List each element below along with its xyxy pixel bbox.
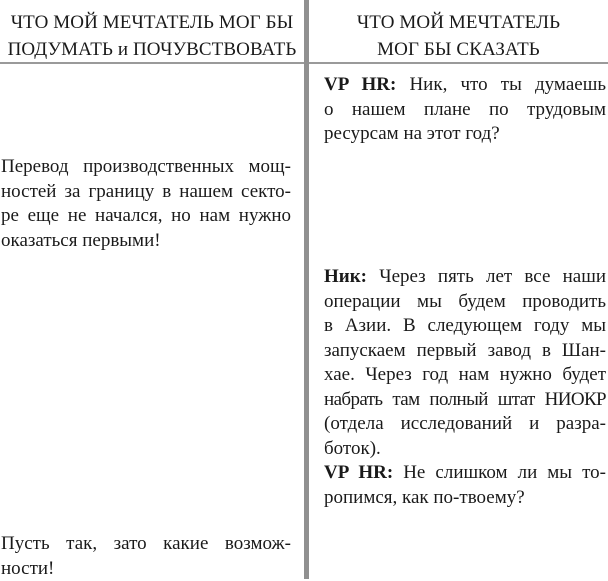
speaker-label: VP HR: xyxy=(324,74,396,95)
left-thought-paragraph xyxy=(1,155,291,253)
text-line: хае. Через год нам нужно будет xyxy=(324,363,606,388)
text-line: в Азии. В следующем году мы xyxy=(324,314,606,339)
text-line: ностей за границу в нашем секто- xyxy=(1,180,291,205)
text-line: запускаем первый завод в Шан- xyxy=(324,339,606,364)
text-line: VP HR: Ник, что ты думаешь xyxy=(324,73,606,98)
column-divider xyxy=(304,0,309,579)
left-thought-paragraph xyxy=(1,532,291,581)
text-line: ропимся, как по-твоему? xyxy=(324,486,606,511)
right-column-header xyxy=(309,9,608,63)
left-column-header xyxy=(0,9,304,63)
dialogue-paragraph xyxy=(324,461,606,510)
text-line: Пусть так, зато какие возмож- xyxy=(1,532,291,557)
text-line: о нашем плане по трудовым xyxy=(324,98,606,123)
speaker-label: VP HR: xyxy=(324,462,393,483)
header-line: ЧТО МОЙ МЕЧТАТЕЛЬ xyxy=(309,9,608,36)
header-line: ЧТО МОЙ МЕЧТАТЕЛЬ МОГ БЫ xyxy=(0,9,304,36)
text-line: Ник: Через пять лет все наши xyxy=(324,265,606,290)
dialogue-paragraph xyxy=(324,265,606,461)
text-line: ности! xyxy=(1,557,291,581)
text-line: боток). xyxy=(324,437,606,462)
text-line: операции мы будем проводить xyxy=(324,290,606,315)
dialogue-paragraph xyxy=(324,73,606,147)
header-line: ПОДУМАТЬ и ПОЧУВСТВОВАТЬ xyxy=(0,36,304,63)
text-line: (отдела исследований и разра- xyxy=(324,412,606,437)
text-line: ре еще не начался, но нам нужно xyxy=(1,204,291,229)
header-line: МОГ БЫ СКАЗАТЬ xyxy=(309,36,608,63)
text-line: Перевод производственных мощ- xyxy=(1,155,291,180)
speaker-label: Ник: xyxy=(324,266,367,287)
text-line: оказаться первыми! xyxy=(1,229,291,254)
text-line: VP HR: Не слишком ли мы то- xyxy=(324,461,606,486)
text-line: набрать там полный штат НИОКР xyxy=(324,388,606,413)
text-line: ресурсам на этот год? xyxy=(324,122,606,147)
